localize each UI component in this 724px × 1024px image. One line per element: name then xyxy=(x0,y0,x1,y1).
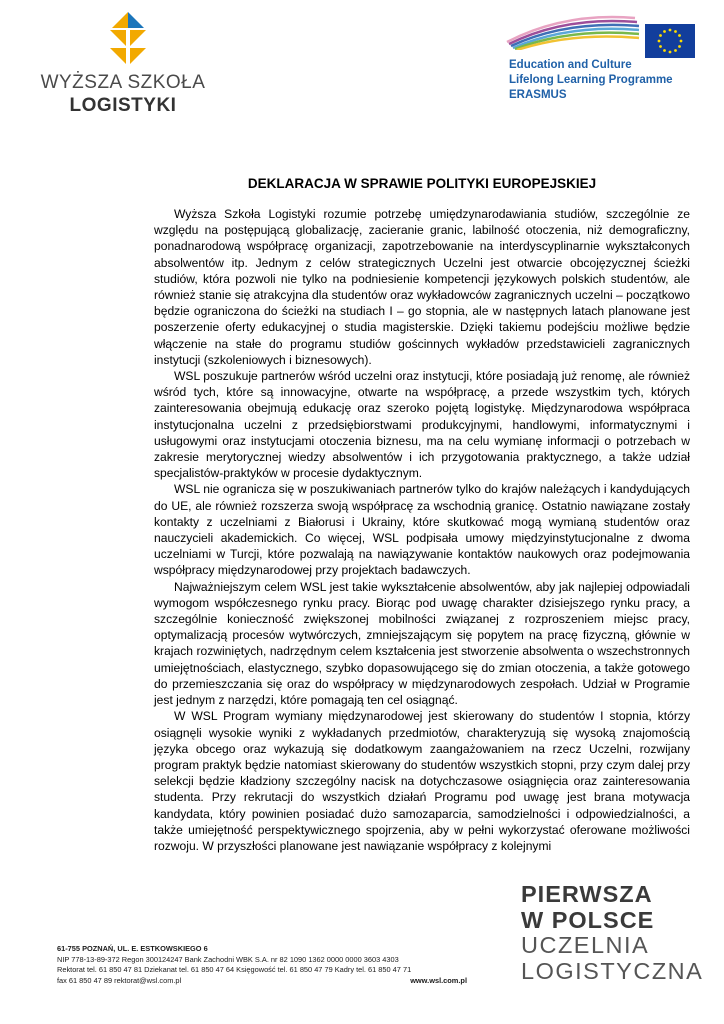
footer-address: 61-755 POZNAŃ, UL. E. ESTKOWSKIEGO 6 xyxy=(57,944,208,953)
school-name-line2: LOGISTYKI xyxy=(69,95,177,116)
paragraph: Wyższa Szkoła Logistyki rozumie potrzebę umiędzynarodawiania studiów, szczególnie ze względu na postępującą globalizację, zacieranie granic, labilność otoczenia, niż demograficzny, ponadnarodową współpracę organizacji, zapotrzebowanie na interdyscyplinarnie wykształconych absolwentów itp. Jednym z celów strategicznych Uczelni jest otwarcie obcojęzycznej ścieżki studiów, która pozwoli nie tylko na podniesienie kompetencji językowych polskich studentów, ale również stanie się atrakcyjna dla studentów oraz wykładowców zagranicznych uczelni – początkowo będzie ograniczona do ścieżki na studiach I – go stopnia, ale w następnych latach planowane jest poszerzenie oferty edukacyjnej o studia magisterskie. Dzięki takiemu podejściu możliwe będzie włączenie na stałe do programu studiów gościnnych wykładów przedstawicieli zagranicznych instytucji (szkoleniowych i biznesowych). xyxy=(154,207,690,367)
footer-phones: Rektorat tel. 61 850 47 81 Dziekanat tel. 61 850 47 64 Księgowość tel. 61 850 47 79 Kadry tel. 61 850 47 71 xyxy=(57,965,412,975)
slogan-line4: LOGISTYCZNA xyxy=(521,957,704,984)
footer xyxy=(57,944,467,986)
paragraph: WSL nie ogranicza się w poszukiwaniach partnerów tylko do krajów należących i kandydujących do UE, ale również rozszerza swoją współpracę za wschodnią granicę. Ostatnio nawiązane zostały kontakty z uczelniami z Białorusi i Ukrainy, które skutkować mogą wymianą studentów oraz nauczycieli akademickich. Co więcej, WSL podpisała umowy międzyinstytucjonalne z dwoma uczelniami w Turcji, które pozwalają na nawiązywanie kontaktów naukowych oraz podejmowania współpracy międzynarodowej przy projektach badawczych. xyxy=(154,482,690,578)
footer-fax-email: fax 61 850 47 89 rektorat@wsl.com.pl xyxy=(57,975,182,985)
school-logo xyxy=(28,10,218,116)
erasmus-line3: ERASMUS xyxy=(509,89,567,101)
footer-registration: NIP 778-13-89-372 Regon 300124247 Bank Zachodni WBK S.A. nr 82 1090 1362 0000 0000 3603 4303 xyxy=(57,954,399,964)
school-name-line1: WYŻSZA SZKOŁA xyxy=(40,72,206,93)
footer-contact-row xyxy=(57,976,467,987)
erasmus-line1: Education and Culture xyxy=(509,59,632,71)
paragraph: W WSL Program wymiany międzynarodowej jest skierowany do studentów I stopnia, którzy osiągnęli wysokie wyniki z wykładanych przedmiotów, charakteryzują się wysoką znajomością języka obcego oraz wykazują się dodatkowym zaangażowaniem na rzecz Uczelni, rozwijany program praktyk będzie natomiast skierowany do studentów wszystkich stopni, przy czym dalej przy selekcji będzie kładziony szczególny nacisk na dotychczasowe osiągnięcia oraz zainteresowania studenta. Przy rekrutacji do wszystkich działań Programu pod uwagę jest brana motywacja kandydata, który powinien posiadać dużo samozaparcia, samodzielności i odpowiedzialności, a także umiejętność perspektywicznego spojrzenia, aby w pełni wykorzystać oferowane możliwości rozwoju. W przyszłości planowane jest nawiązanie współpracy z kolejnymi xyxy=(154,709,690,853)
paragraph: WSL poszukuje partnerów wśród uczelni oraz instytucji, które posiadają już renomę, ale również wśród tych, które są innowacyjne, otwarte na współpracę, a przede wszystkim tych, których zainteresowania obejmują edukację oraz szeroko pojętą logistykę. Międzynarodowa współpraca instytucjonalna uczelni z przedsiębiorstwami produkcyjnymi, handlowymi, informatycznymi i usługowymi oraz instytucjami otoczenia biznesu, ma na celu wymianę informacji o potrzebach w zakresie merytorycznej wiedzy absolwentów i ich przygotowania praktycznego, a także udział specjalistów-praktyków w procesie dydaktycznym. xyxy=(154,369,690,481)
eu-flag-icon xyxy=(645,24,695,58)
paragraph: Najważniejszym celem WSL jest takie wykształcenie absolwentów, aby jak najlepiej odpowiadali wymogom współczesnego rynku pracy. Biorąc pod uwagę charakter dzisiejszego rynku pracy, a szczególnie konieczność zwiększonej mobilności związanej z rozproszeniem miejsc pracy, optymalizacją procesów wytwórczych, zmniejszającym się popytem na pracę fizyczną, głównie w krajach rozwiniętych, nadrzędnym celem kształcenia jest stworzenie absolwenta o wszechstronnych umiejętnościach, elastycznego, szybko dopasowującego się do zmian otoczenia, a także gotowego do przemieszczania się oraz do współpracy w międzynarodowych zespołach. Udział w Programie jest jednym z narzędzi, które pomagają ten cel osiągnąć. xyxy=(154,579,690,708)
erasmus-text xyxy=(509,58,673,103)
lifelong-learning-swoosh-icon xyxy=(505,12,645,50)
school-logo-emblem-icon xyxy=(98,10,158,70)
document-body xyxy=(154,206,690,854)
footer-website-link[interactable]: www.wsl.com.pl xyxy=(410,975,467,985)
erasmus-line2: Lifelong Learning Programme xyxy=(509,74,673,86)
slogan xyxy=(521,882,711,984)
slogan-line2: W POLSCE xyxy=(521,906,655,933)
erasmus-logo xyxy=(505,12,705,112)
document-title: DEKLARACJA W SPRAWIE POLITYKI EUROPEJSKIEJ xyxy=(247,176,597,191)
slogan-line1: PIERWSZA xyxy=(521,881,653,907)
slogan-line3: UCZELNIA xyxy=(521,932,650,958)
